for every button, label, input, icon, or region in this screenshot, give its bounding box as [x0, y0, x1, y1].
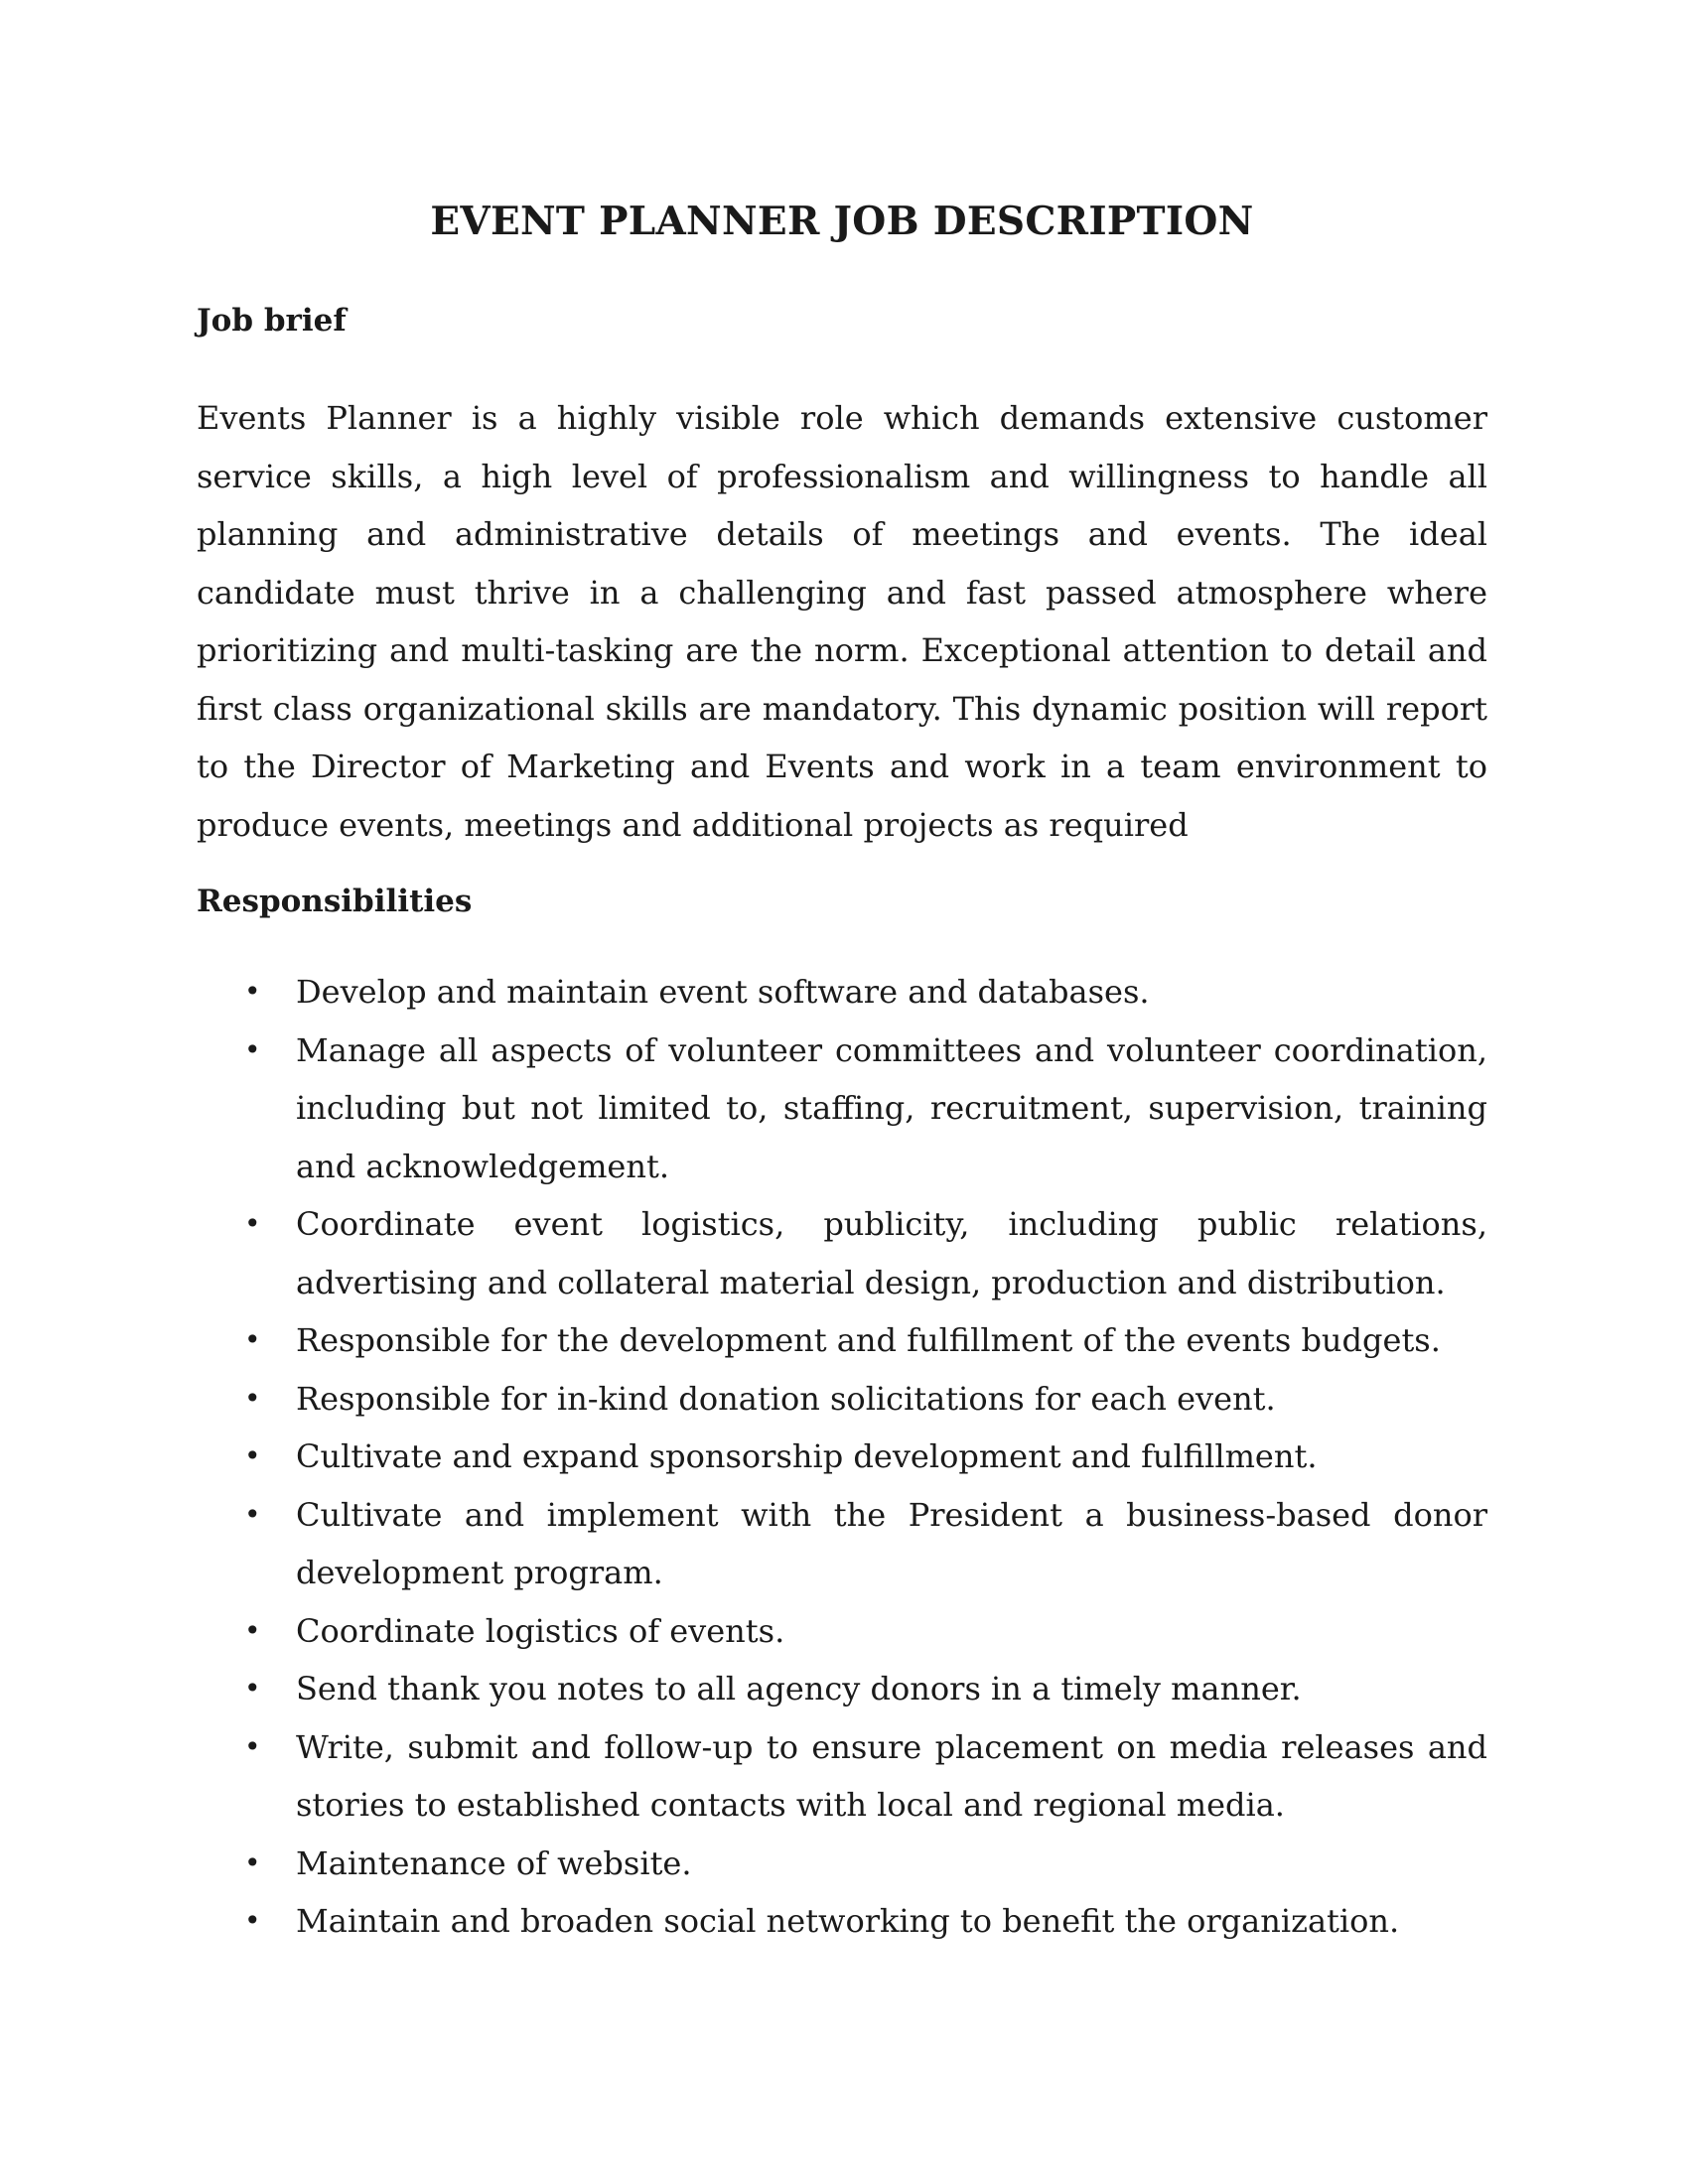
list-item-text: Cultivate and expand sponsorship development and fulfillment. [296, 1437, 1318, 1475]
list-item [197, 1660, 1487, 1718]
list-item [197, 1428, 1487, 1486]
bullet-icon: • [244, 975, 261, 1008]
job-brief-heading: Job brief [197, 303, 347, 339]
list-item [197, 1370, 1487, 1429]
list-item [197, 1486, 1487, 1602]
list-item [197, 1835, 1487, 1893]
list-item-text: Coordinate logistics of events. [296, 1611, 785, 1650]
list-item [197, 963, 1487, 1022]
list-item-text: Maintenance of website. [296, 1843, 692, 1882]
list-item [197, 1718, 1487, 1835]
list-item-text: Send thank you notes to all agency donors in a timely manner. [296, 1670, 1302, 1707]
bullet-icon: • [244, 1672, 261, 1705]
bullet-icon: • [244, 1439, 261, 1472]
document-title: EVENT PLANNER JOB DESCRIPTION [430, 199, 1254, 244]
list-item [197, 1602, 1487, 1661]
list-item [197, 1311, 1487, 1370]
job-brief-paragraph: Events Planner is a highly visible role which demands extensive customer service skills, a high level of professionalism and willingness to handle all planning and administrative details of meetings and events. The ideal candidate must thrive in a challenging and fast passed atmosphere where prioritizing and multi-tasking are the norm. Exceptional attention to detail and first class organizational skills are mandatory. This dynamic position will report to the Director of Marketing and Events and work in a team environment to produce events, meetings and additional projects as required [197, 399, 1487, 844]
bullet-icon: • [244, 1497, 261, 1531]
list-item-text: Responsible for the development and fulfillment of the events budgets. [296, 1321, 1441, 1359]
responsibilities-list [197, 963, 1487, 1951]
list-item-text: Responsible for in-kind donation solicitations for each event. [296, 1379, 1276, 1418]
list-item-text: Maintain and broaden social networking to benefit the organization. [296, 1902, 1400, 1940]
list-item-text: Manage all aspects of volunteer committees and volunteer coordination, including but not limited to, staffing, recruitment, supervision, training and acknowledgement. [296, 1030, 1487, 1185]
bullet-icon: • [244, 1207, 261, 1240]
list-item-text: Coordinate event logistics, publicity, including public relations, advertising and collateral material design, production and distribution. [296, 1205, 1487, 1301]
bullet-icon: • [244, 1613, 261, 1647]
list-item [197, 1022, 1487, 1196]
bullet-icon: • [244, 1729, 261, 1763]
bullet-icon: • [244, 1845, 261, 1879]
responsibilities-heading: Responsibilities [197, 884, 473, 919]
list-item-text: Cultivate and implement with the President a business-based donor development program. [296, 1495, 1487, 1591]
bullet-icon: • [244, 1032, 261, 1066]
list-item [197, 1892, 1487, 1951]
list-item [197, 1195, 1487, 1311]
bullet-icon: • [244, 1904, 261, 1937]
bullet-icon: • [244, 1381, 261, 1415]
list-item-text: Develop and maintain event software and databases. [296, 973, 1150, 1011]
list-item-text: Write, submit and follow-up to ensure placement on media releases and stories to established contacts with local and regional media. [296, 1727, 1487, 1824]
bullet-icon: • [244, 1323, 261, 1356]
